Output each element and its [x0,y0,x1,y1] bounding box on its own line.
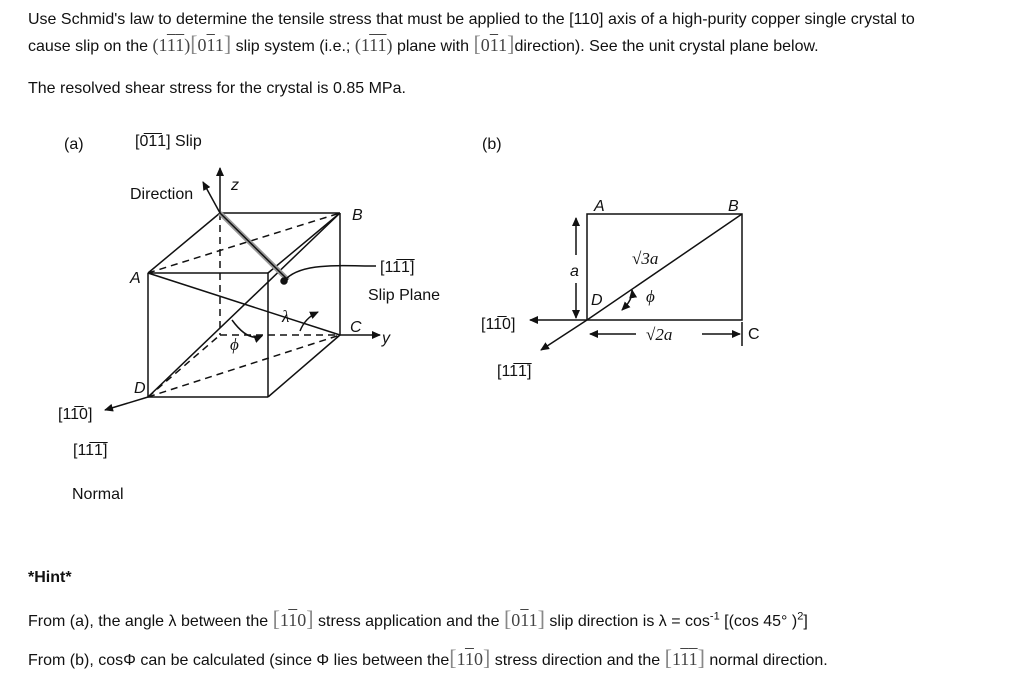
b-phi-label: ϕ [646,287,655,306]
hint1-part-b: stress application and the [318,613,500,630]
point-d-label: D [134,380,146,397]
b-point-d-label: D [591,292,603,309]
b-point-c-label: C [748,326,760,343]
question-part2: cause slip on the [28,38,149,55]
question-part4: plane with [396,38,469,55]
point-c-label: C [350,319,362,336]
phi-arc-b-end [622,306,626,310]
normal-direction-label: [11̅1̅] [73,442,108,459]
question-line-2 [28,32,1018,59]
b-point-a-label: A [594,198,605,215]
hint1-vector-110: [110] [272,606,314,631]
b-stress-label: [11̅0] [481,316,516,333]
y-label: y [382,330,390,347]
direction-label: Direction [130,186,194,203]
question-text [28,8,1018,59]
hint1-part-d: [(cos 45° )$^2$] [724,610,808,630]
question-part5: direction). See the unit crystal plane below. [514,38,819,55]
b-point-b-label: B [728,198,739,215]
normal-label: Normal [72,486,124,503]
plane-edge-ab [148,213,340,273]
hint-title: *Hint* [28,569,72,586]
lambda-label: λ [282,307,290,326]
point-b-label: B [352,207,363,224]
crystal-figure [0,110,1024,550]
point-a-label: A [130,270,141,287]
stress-direction-label: [11̅0] [58,406,93,423]
plane-index-label: [11̅1̅] [380,259,415,276]
slip-plane-label: Slip Plane [368,287,441,304]
plane-edge-db [148,213,340,397]
z-label: z [231,177,239,194]
plane-leader [284,266,376,281]
question-part3: slip system (i.e.; [235,38,351,55]
cube-edge [268,335,340,397]
cube-edge [268,213,340,273]
given-statement: The resolved shear stress for the crystal is 0.85 MPa. [28,80,406,97]
phi-label: ϕ [230,335,239,354]
question-line-1: Use Schmid's law to determine the tensile stress that must be applied to the [110] axis of a high-purity copper single crystal to [28,11,915,28]
slip-direction-line [220,213,288,280]
figure-b [530,214,742,350]
normal-arrow-b [541,320,587,350]
sqrt2a-label: √2a [646,325,673,344]
diagonal-db [587,214,742,320]
hint2-vector-110: [110] [449,645,491,670]
plane-notation-2: (111) [354,35,393,55]
a-dimension-label: a [570,263,579,280]
direction-notation-2: [011] [473,31,515,56]
figure-b-labels [481,136,760,380]
plane-edge-dc [148,335,340,397]
hint2-part-b: stress direction and the [494,652,661,669]
hint2-vector-111: [111] [664,645,705,670]
figure-a-label: (a) [64,136,84,153]
lambda-arc [300,312,318,331]
stress-arrow [105,397,148,410]
figure-a-labels [58,132,440,503]
sqrt3a-label: √3a [632,249,659,268]
hint1-part-a: From (a), the angle λ between the [28,613,269,630]
plane-notation: (111) [152,35,191,55]
hint2-part-c: normal direction. [709,652,828,669]
slip-direction-arrow [203,182,220,213]
direction-notation: [011] [190,31,232,56]
slip-direction-label: [0̅1̅1] Slip [135,133,202,150]
hint1-part-c: slip direction is $\lambda = \cos^{-1}$ [549,610,720,630]
figure-b-label: (b) [482,136,502,153]
cube-edge [148,213,220,273]
hint-line-2 [28,645,1018,671]
hint-line-1 [28,606,1018,632]
hint2-part-a: From (b), cosΦ can be calculated (since Φ lies between the [28,652,450,669]
figure-a [105,168,380,410]
b-normal-label: [11̅1̅] [497,363,532,380]
hint1-vector-011: [011] [503,606,545,631]
hidden-edge [148,335,220,397]
